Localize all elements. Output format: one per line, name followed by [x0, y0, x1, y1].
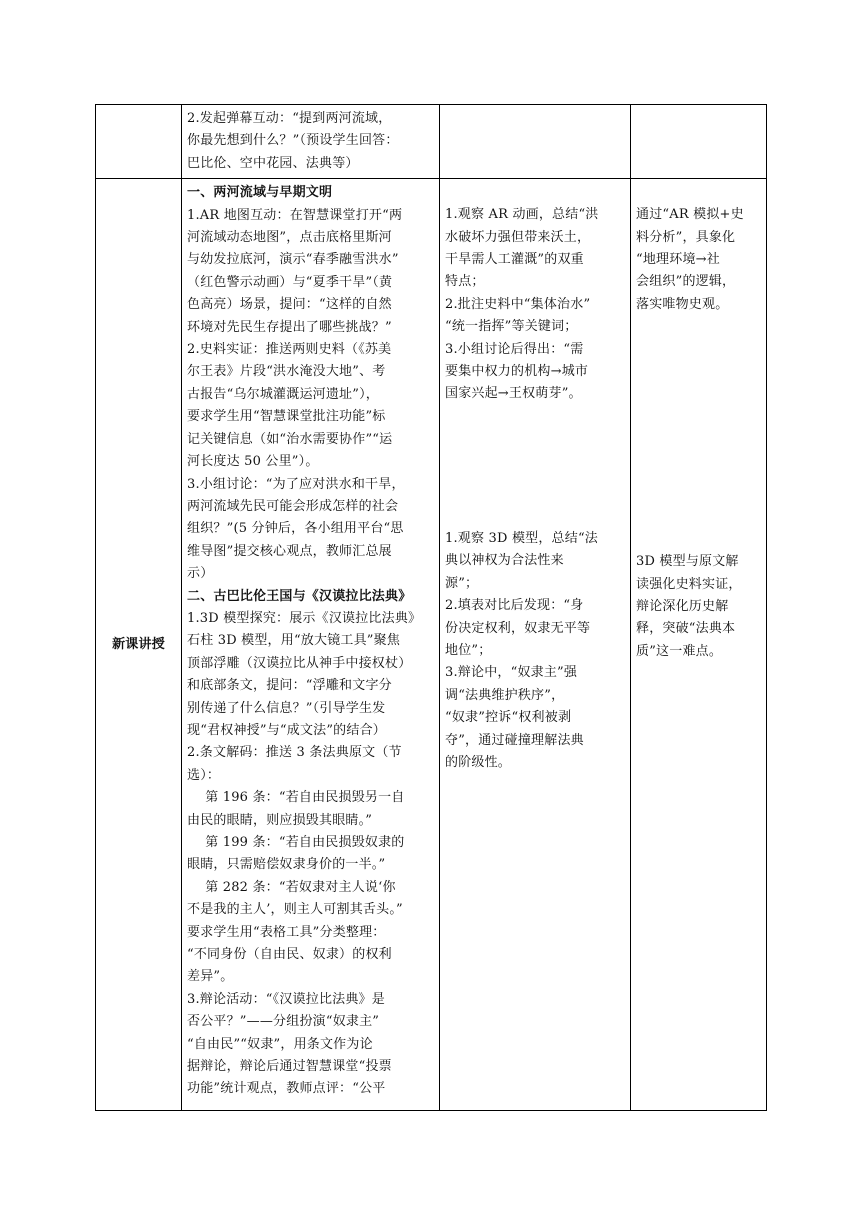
student-cell: [440, 105, 631, 179]
text-line: 份决定权利，奴隶无平等: [445, 620, 591, 636]
text-line: 干旱需人工灌溉”的双重: [445, 252, 584, 268]
text-line: 选）：: [187, 767, 221, 783]
text-line: 水破坏力强但带来沃土，: [445, 229, 591, 245]
design-intent-a: [636, 204, 761, 316]
text-line: 2.史料实证：推送两则史料（《苏美: [187, 342, 392, 358]
intent-cell: [631, 105, 767, 179]
text-line: 古报告“乌尔城灌溉运河遗址”），: [187, 386, 379, 402]
design-intent-b: [636, 551, 761, 663]
text-line: 料分析”，具象化: [636, 229, 736, 245]
text-line: 落实唯物史观。: [636, 296, 729, 312]
text-line: 环境对先民生存提出了哪些挑战？”: [187, 319, 392, 335]
text-line: 2.发起弹幕互动：“提到两河流域，: [187, 111, 392, 126]
lesson-plan-table: [95, 104, 767, 1111]
text-line: 二、古巴比伦王国与《汉谟拉比法典》: [187, 588, 412, 604]
text-line: 你最先想到什么？”（预设学生回答：: [187, 133, 399, 149]
text-line: 要求学生用“表格工具”分类整理：: [187, 924, 386, 940]
text-line: 源”；: [445, 575, 479, 591]
table-row: [96, 105, 767, 179]
text-line: 否公平？”——分组扮演“奴隶主”: [187, 1014, 380, 1030]
text-line: 3D 模型与原文解: [636, 554, 739, 570]
text-line: “自由民”“奴隶”，用条文作为论: [187, 1036, 373, 1052]
text-line: 第 196 条：“若自由民损毁另一自: [205, 790, 405, 806]
text-line: 2.条文解码：推送 3 条法典原文（节: [187, 745, 402, 761]
text-line: 释，突破“法典本: [636, 621, 736, 637]
stage-cell: 新课讲授: [96, 179, 182, 1111]
text-line: 巴比伦、空中花园、法典等）: [187, 155, 359, 171]
text-line: 要求学生用“智慧课堂批注功能”标: [187, 409, 386, 425]
activity-text: [187, 108, 434, 175]
text-line: 尔王表》片段“洪水淹没大地”、考: [187, 364, 386, 380]
text-line: 差异”。: [187, 969, 234, 985]
text-line: “不同身份（自由民、奴隶）的权利: [187, 947, 392, 963]
text-line: 记关键信息（如“治水需要协作”“运: [187, 431, 393, 447]
text-line: 地位”；: [445, 642, 492, 658]
text-line: 特点；: [445, 274, 485, 290]
text-line: （红色警示动画）与“夏季干旱”（黄: [187, 274, 393, 290]
text-line: 河长度达 50 公里”）。: [187, 454, 319, 470]
text-line: 和底部条文，提问：“浮雕和文字分: [187, 678, 392, 694]
text-line: 据辩论，辩论后通过智慧课堂“投票: [187, 1059, 392, 1075]
text-line: 不是我的主人’，则主人可割其舌头。”: [187, 902, 403, 918]
text-line: “地理环境→社: [636, 252, 720, 268]
activity-cell: [182, 105, 440, 179]
text-line: 别传递了什么信息？”（引导学生发: [187, 700, 386, 716]
text-line: 1.观察 3D 模型，总结“法: [445, 530, 599, 546]
activity-text: [187, 182, 434, 1101]
text-line: 现“君权神授”与“成文法”的结合）: [187, 722, 386, 738]
text-line: 第 282 条：“若奴隶对主人说‘你: [205, 879, 396, 895]
intent-cell: [631, 179, 767, 1111]
student-activity-b: [445, 528, 625, 774]
text-line: 通过“AR 模拟+史: [636, 207, 744, 223]
text-line: “统一指挥”等关键词；: [445, 319, 578, 335]
text-line: 3.小组讨论后得出：“需: [445, 341, 584, 357]
stage-cell: [96, 105, 182, 179]
text-line: 夺”，通过碰撞理解法典: [445, 732, 584, 748]
text-line: 3.辩论中，“奴隶主”强: [445, 665, 578, 681]
text-line: 3.小组讨论：“为了应对洪水和干旱，: [187, 476, 405, 492]
text-line: 河流域动态地图”，点击底格里斯河: [187, 230, 392, 246]
text-line: 功能”统计观点，教师点评：“公平: [187, 1081, 386, 1097]
text-line: 调“法典维护秩序”，: [445, 687, 565, 703]
text-line: 由民的眼睛，则应损毁其眼睛。”: [187, 812, 373, 828]
text-line: 的阶级性。: [445, 754, 512, 770]
student-cell: [440, 179, 631, 1111]
text-line: 组织？”(5 分钟后，各小组用平台“思: [187, 521, 404, 537]
text-line: 1.3D 模型探究：展示《汉谟拉比法典》: [187, 610, 422, 626]
text-line: 眼睛，只需赔偿奴隶身价的一半。”: [187, 857, 386, 873]
text-line: 与幼发拉底河，演示“春季融雪洪水”: [187, 252, 399, 268]
text-line: 要集中权力的机构→城市: [445, 364, 589, 380]
text-line: 2.批注史料中“集体治水”: [445, 296, 591, 312]
text-line: 两河流域先民可能会形成怎样的社会: [187, 498, 399, 514]
text-line: 1.观察 AR 动画，总结“洪: [445, 207, 599, 223]
text-line: 第 199 条：“若自由民损毁奴隶的: [205, 835, 405, 850]
text-line: 1.AR 地图互动：在智慧课堂打开“两: [187, 207, 403, 223]
text-line: 顶部浮雕（汉谟拉比从神手中接权杖）: [187, 655, 412, 671]
text-line: 典以神权为合法性来: [445, 553, 564, 569]
activity-cell: [182, 179, 440, 1111]
text-line: 质”这一难点。: [636, 643, 723, 659]
student-activity-a: [445, 204, 625, 406]
text-line: 维导图”提交核心观点，教师汇总展: [187, 543, 392, 559]
text-line: 会组织”的逻辑，: [636, 274, 736, 290]
text-line: 石柱 3D 模型，用“放大镜工具”聚焦: [187, 633, 401, 649]
text-line: 示）: [187, 566, 214, 582]
text-line: 一、两河流域与早期文明: [187, 185, 333, 201]
text-line: 3.辩论活动：“《汉谟拉比法典》是: [187, 991, 385, 1007]
table-row: [96, 179, 767, 1111]
text-line: 色高亮）场景，提问：“这样的自然: [187, 297, 392, 313]
text-line: 国家兴起→王权萌芽”。: [445, 386, 582, 402]
text-line: 读强化史料实证，: [636, 576, 742, 592]
text-line: 辩论深化历史解: [636, 599, 729, 615]
text-line: 2.填表对比后发现：“身: [445, 598, 584, 614]
text-line: “奴隶”控诉“权利被剥: [445, 710, 572, 726]
